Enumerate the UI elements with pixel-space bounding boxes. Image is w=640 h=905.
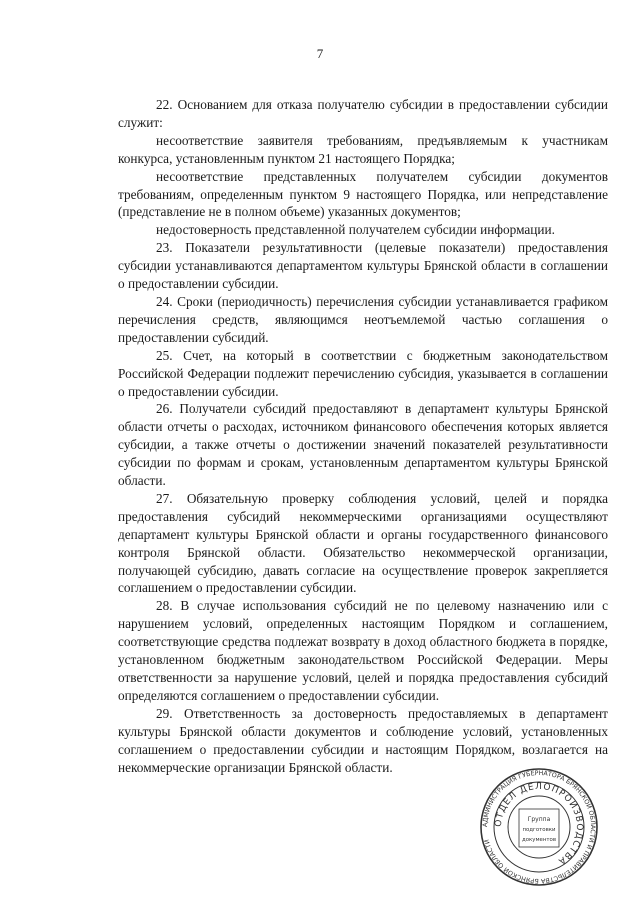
stamp-outer-text: АДМИНИСТРАЦИЯ ГУБЕРНАТОРА БРЯНСКОЙ ОБЛАСТИ И ПРАВИТЕЛЬСТВА БРЯНСКОЙ ОБЛАСТИ xyxy=(481,769,597,885)
paragraph-23: 23. Показатели результативности (целевые показатели) предоставления субсидии устанавливаются департаментом культуры Брянской области в соглашении о предоставлении субсидии. xyxy=(118,240,608,292)
stamp-center-line-2: подготовки xyxy=(522,827,556,833)
stamp-seal-graphic xyxy=(464,768,614,886)
paragraph-22-item-3: недостоверность представленной получателем субсидии информации. xyxy=(156,222,555,238)
paragraph-24: 24. Сроки (периодичность) перечисления субсидии устанавливается графиком перечисления средств, являющимся неотъемлемой частью соглашения о предоставлении субсидий. xyxy=(118,293,608,345)
official-stamp xyxy=(464,768,614,886)
paragraph-22-item-2: несоответствие представленных получателем субсидии документов требованиям, определенным пунктом 9 настоящего Порядка, или непредставление (представление не в полном объеме) указанных документов; xyxy=(118,168,608,220)
paragraph-22-item-1: несоответствие заявителя требованиям, предъявляемым к участникам конкурса, установленным пунктом 21 настоящего Порядка; xyxy=(118,132,608,166)
stamp-center-line-1: Группа xyxy=(527,816,551,823)
paragraph-27: 27. Обязательную проверку соблюдения условий, целей и порядка предоставления субсидий некоммерческими организациями осуществляют департамент культуры Брянской области и органы государственного финансового контроля Брянской области. Обязательство некоммерческой организации, получающей субсидию, давать согласие на осуществление проверок закрепляется соглашением о предоставлении субсидии. xyxy=(118,490,608,596)
paragraph-29: 29. Ответственность за достоверность предоставляемых в департамент культуры Брянской области документов и соблюдение условий, установленных соглашением о предоставлении субсидии и настоящим Порядком, возлагается на некоммерческие организации Брянской области. xyxy=(118,705,608,775)
body-text xyxy=(118,96,608,776)
paragraph-26: 26. Получатели субсидий предоставляют в департамент культуры Брянской области отчеты о расходах, источником финансового обеспечения которых является субсидии, а также отчеты о достижении значений показателей результативности субсидии по формам и срокам, установленным департаментом культуры Брянской области. xyxy=(118,401,608,489)
paragraph-22: 22. Основанием для отказа получателю субсидии в предоставлении субсидии служит: xyxy=(118,97,608,130)
paragraph-25: 25. Счет, на который в соответствии с бюджетным законодательством Российской Федерации подлежит перечислению субсидия, указывается в соглашении о предоставлении субсидии. xyxy=(118,347,608,399)
stamp-center-line-3: документов xyxy=(522,837,556,843)
page-number: 7 xyxy=(316,46,324,61)
stamp-inner-text: ОТДЕЛ ДЕЛОПРОИЗВОДСТВА xyxy=(493,781,585,867)
paragraph-28: 28. В случае использования субсидий не по целевому назначению или с нарушением условий, определенных настоящим Порядком и соглашением, соответствующие средства подлежат возврату в доход областного бюджета в порядке, установленном бюджетным законодательством Российской Федерации. Меры ответственности за нарушение условий, целей и порядка предоставления субсидий определяются соглашением о предоставлении субсидии. xyxy=(118,598,608,703)
